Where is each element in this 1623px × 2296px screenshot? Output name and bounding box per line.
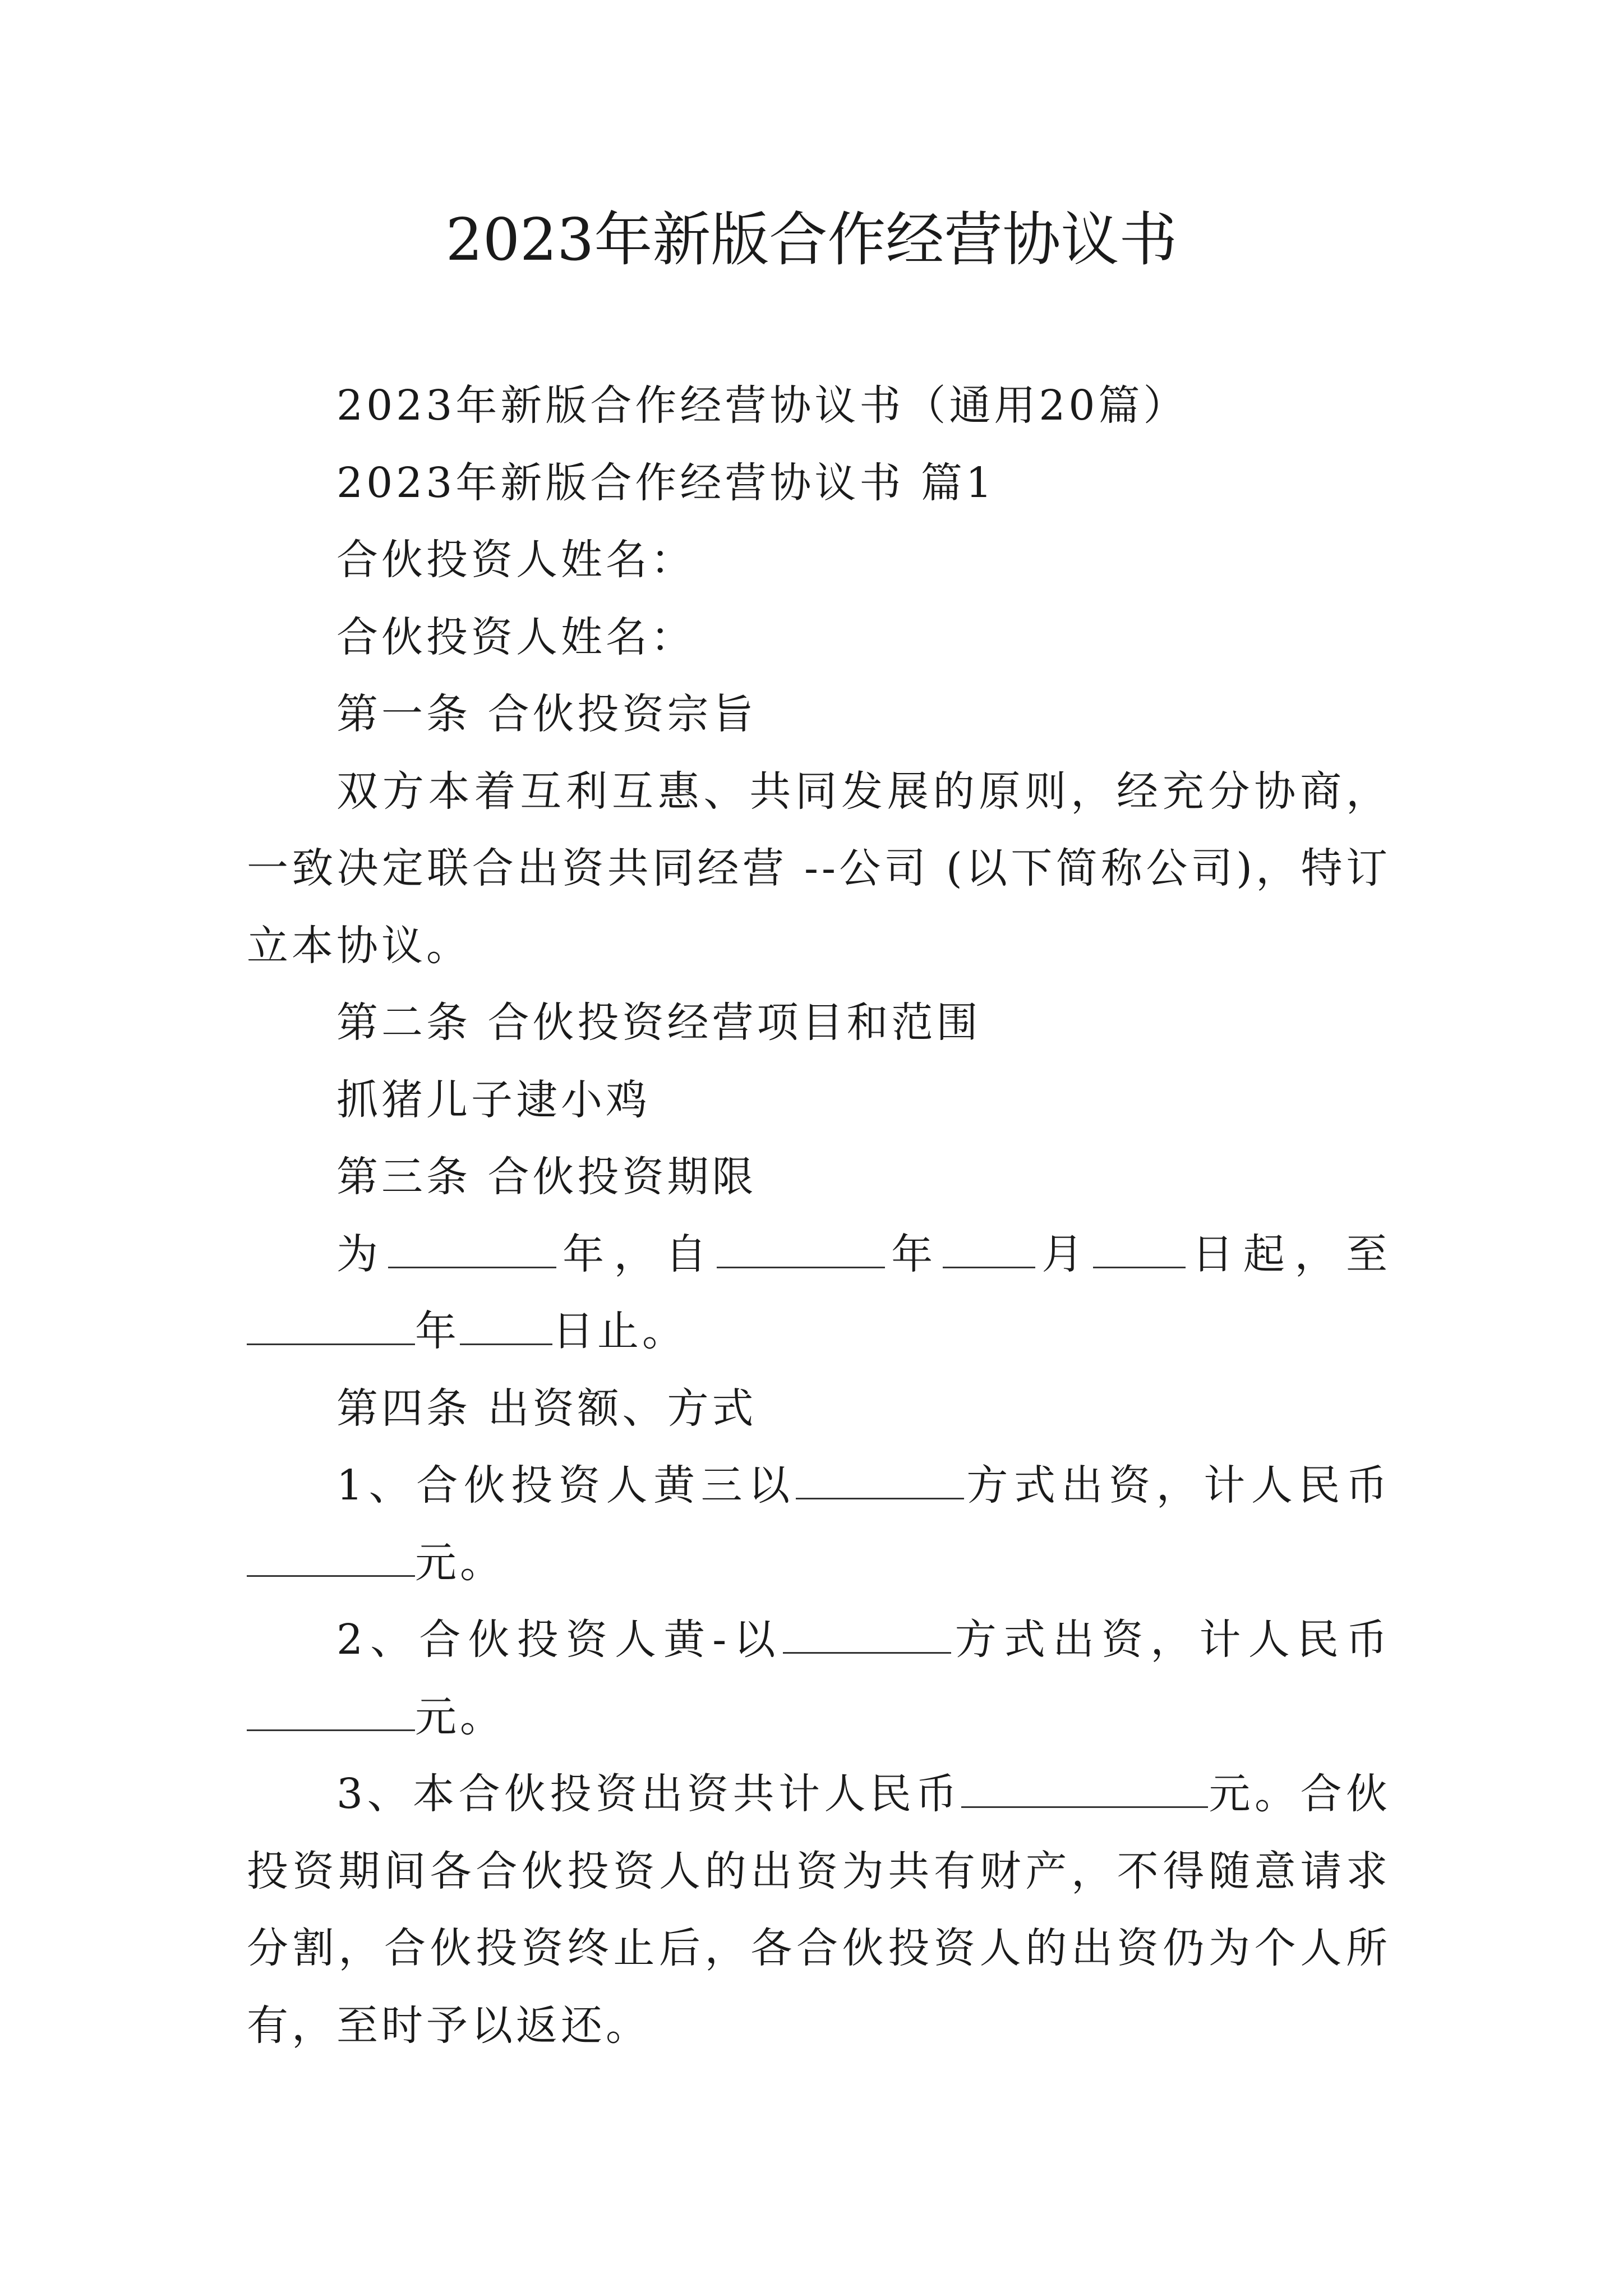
article-4-item-3-text: 元。合伙投资期间各合伙投资人的出资为共有财产，不得随意请求分割，合伙投资终止后，各合伙投资人的出资仍为个人所有，至时予以返还。 [247, 1770, 1391, 2050]
article-4-heading: 第四条 出资额、方式 [336, 1384, 757, 1433]
article-2-body: 抓猪儿子逮小鸡 [336, 1075, 651, 1124]
partner-name-field-2: 合伙投资人姓名： [336, 613, 695, 661]
blank-line [1093, 1229, 1186, 1268]
blank-line [247, 1306, 415, 1345]
blank-line [796, 1460, 964, 1499]
article-4-item-1-text: 1、合伙投资人黄三以 [336, 1461, 796, 1510]
document-body [247, 367, 1391, 2064]
article-1-body: 双方本着互利互惠、共同发展的原则，经充分协商，一致决定联合出资共同经营 --公司 (以下简称公司)，特订立本协议。 [247, 767, 1391, 970]
blank-line [717, 1229, 885, 1268]
article-4-item-2-text: 方式出资，计人民币 [951, 1616, 1391, 1664]
article-3-text: 为 [336, 1230, 388, 1278]
section-heading: 2023年新版合作经营协议书 篇1 [336, 458, 995, 507]
article-4-item-1 [247, 1447, 1391, 1602]
article-4-item-2 [247, 1602, 1391, 1756]
article-3-text: 日起，至 [1185, 1230, 1391, 1278]
blank-line [961, 1769, 1208, 1808]
document-subtitle: 2023年新版合作经营协议书（通用20篇） [336, 381, 1188, 430]
article-3-text: 年 [884, 1230, 943, 1278]
article-4-item-2-text: 元。 [415, 1692, 505, 1741]
article-2-heading: 第二条 合伙投资经营项目和范围 [336, 999, 981, 1047]
blank-line [247, 1692, 415, 1731]
article-3-text: 年 [415, 1307, 460, 1355]
article-4-item-3-text: 3、本合伙投资出资共计人民币 [336, 1770, 962, 1818]
partner-name-field-1: 合伙投资人姓名： [336, 536, 695, 584]
article-3-text: 年，自 [556, 1230, 717, 1278]
article-4-item-1-text: 元。 [415, 1538, 505, 1587]
article-4-item-3 [247, 1756, 1391, 2064]
article-4-item-2-text: 2、合伙投资人黄-以 [336, 1616, 783, 1664]
blank-line [783, 1614, 951, 1654]
article-3-body [247, 1216, 1391, 1370]
article-1-heading: 第一条 合伙投资宗旨 [336, 690, 757, 738]
blank-line [388, 1229, 556, 1268]
document-title: 2023年新版合作经营协议书 [445, 205, 1178, 274]
article-4-item-1-text: 方式出资，计人民币 [963, 1461, 1391, 1510]
blank-line [460, 1306, 552, 1345]
article-3-text: 日止。 [552, 1307, 687, 1355]
article-3-text: 月 [1035, 1230, 1093, 1278]
blank-line [247, 1538, 415, 1577]
article-3-heading: 第三条 合伙投资期限 [336, 1153, 757, 1201]
blank-line [943, 1229, 1035, 1268]
